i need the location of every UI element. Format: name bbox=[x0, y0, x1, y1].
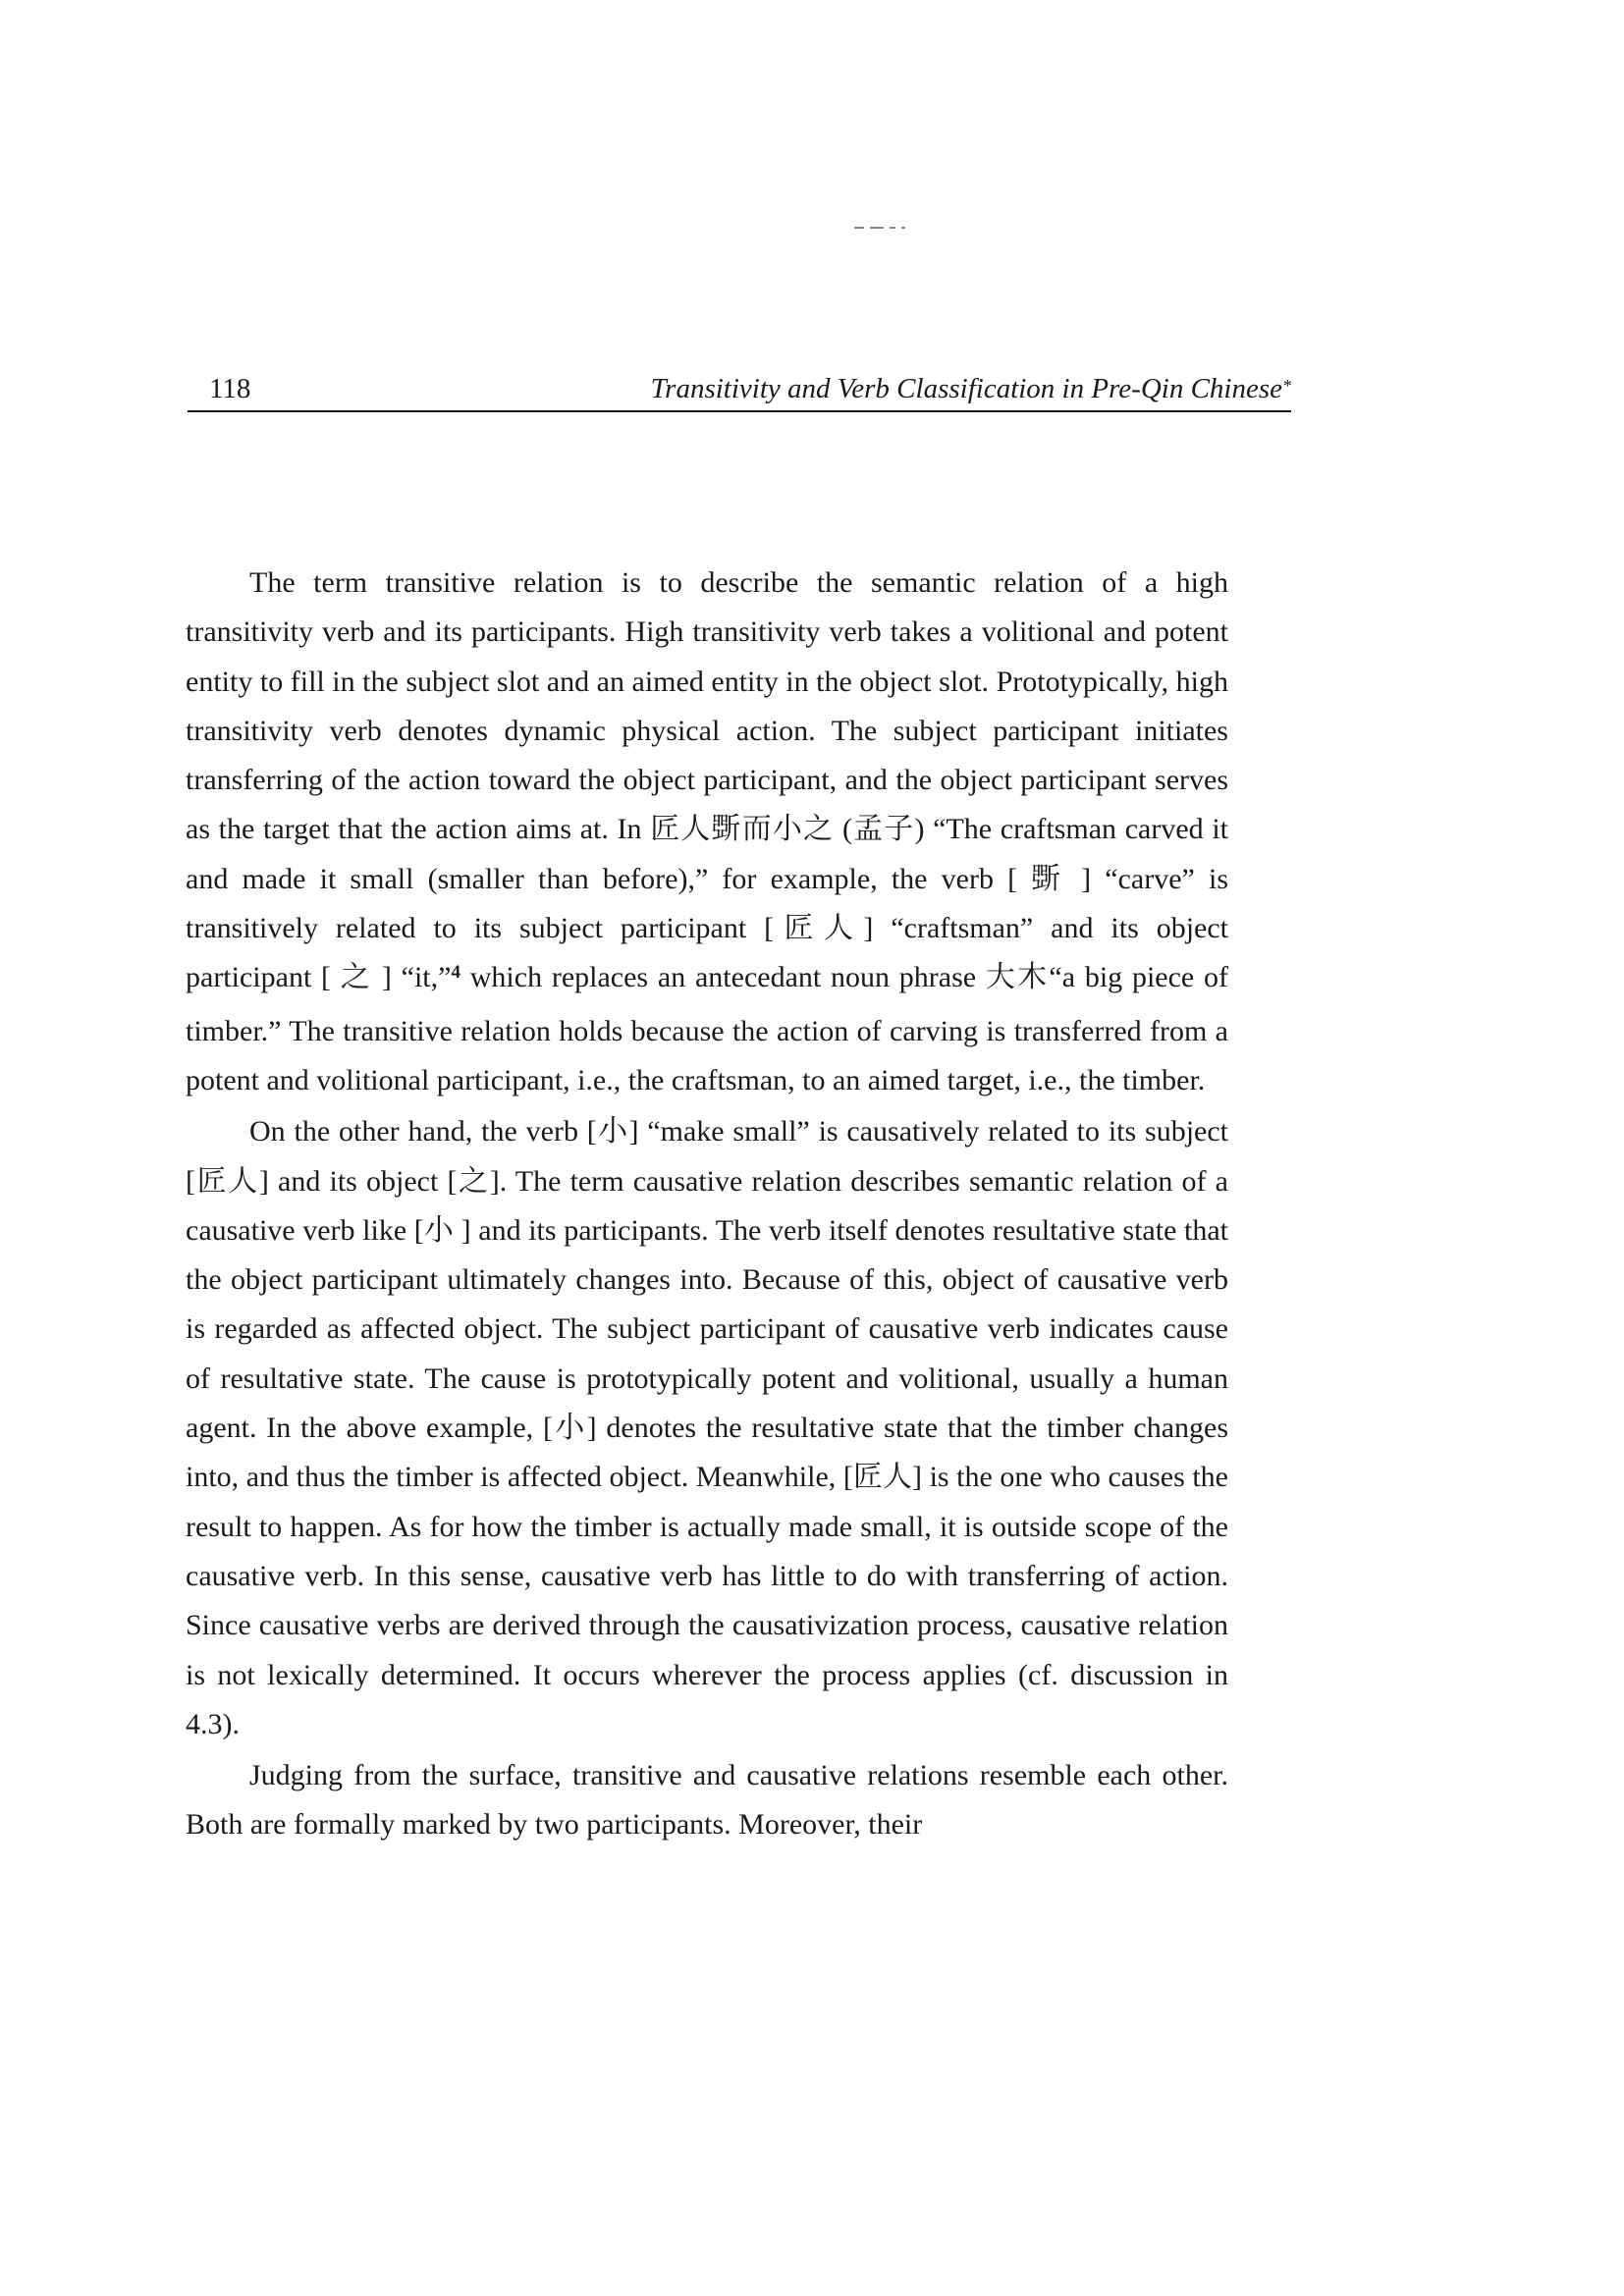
paragraph bbox=[186, 1751, 1228, 1850]
running-header bbox=[188, 365, 1291, 412]
scan-artifact bbox=[854, 227, 923, 231]
running-title bbox=[651, 373, 1291, 407]
paragraph bbox=[186, 1107, 1228, 1749]
paragraph-text: Judging from the surface, transitive and causative relations resemble each other. Both are formally marked by two participants. Moreover, their bbox=[186, 1759, 1228, 1842]
body-text bbox=[186, 559, 1228, 1850]
paragraph-text: The term transitive relation is to describe the semantic relation of a high transitivity verb and its participants. High transitivity verb takes a volitional and potent entity to fill in the subject slot and an aimed entity in the object slot. Prototypically, high transitivity verb denotes dynamic physical action. The subject participant initiates transferring of the action toward the object participant, and the object participant serves as the target that the action aims at. In 匠人斲而小之 (孟子) “The craftsman carved it and made it small (smaller than before),” for example, the verb [ 斲 ] “carve” is transitively related to its subject participant [匠人] “craftsman” and its object participant [ 之 ] “it,” bbox=[186, 566, 1228, 994]
footnote-mark: * bbox=[1282, 376, 1291, 396]
paragraph bbox=[186, 559, 1228, 1105]
page-number: 118 bbox=[209, 373, 251, 404]
paragraph-text: On the other hand, the verb [小] “make small” is causatively related to its subject [匠人] and its object [之]. The term causative relation describes semantic relation of a causative verb like [小 ] and its participants. The verb itself denotes resultative state that the object participant ultimately changes into. Because of this, object of causative verb is regarded as affected object. The subject participant of causative verb indicates cause of resultative state. The cause is prototypically potent and volitional, usually a human agent. In the above example, [小] denotes the resultative state that the timber changes into, and thus the timber is affected object. Meanwhile, [匠人] is the one who causes the result to happen. As for how the timber is actually made small, it is outside scope of the causative verb. In this sense, causative verb has little to do with transferring of action. Since causative verbs are derived through the causativization process, causative relation is not lexically determined. It occurs wherever the process applies (cf. discussion in 4.3). bbox=[186, 1115, 1228, 1740]
footnote-reference: 4 bbox=[451, 962, 460, 984]
running-title-text: Transitivity and Verb Classification in Pre-Qin Chinese bbox=[650, 373, 1282, 404]
paragraph-text: which replaces an antecedant noun phrase 大木“a big piece of timber.” The transitive relation holds because the action of carving is transferred from a potent and volitional participant, i.e., the craftsman, to an aimed target, i.e., the timber. bbox=[186, 961, 1228, 1096]
